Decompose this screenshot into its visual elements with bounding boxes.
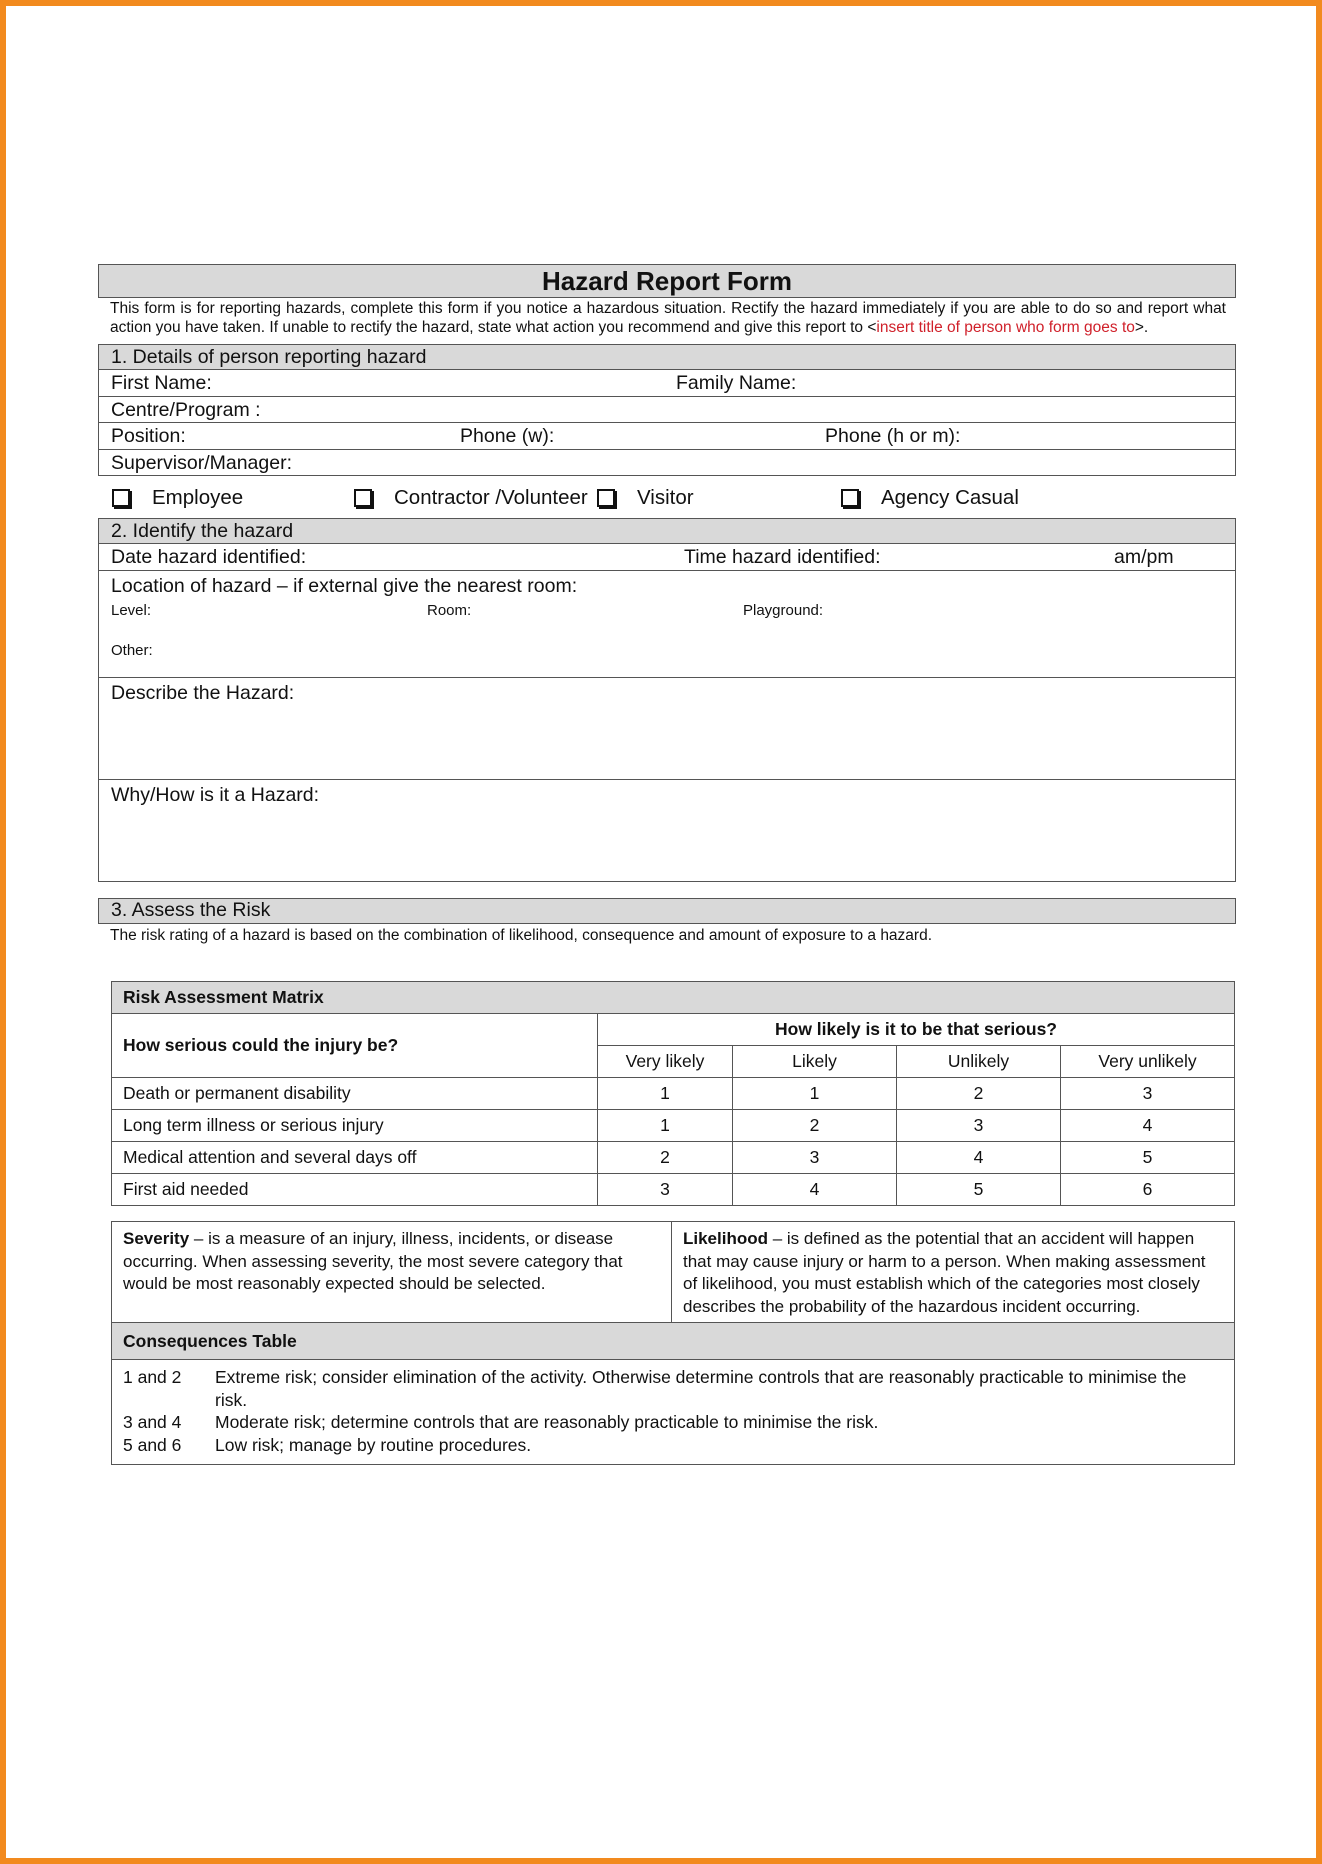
consequences-list xyxy=(112,1360,1234,1464)
section-1-heading: 1. Details of person reporting hazard xyxy=(98,344,1236,370)
matrix-cell: 1 xyxy=(598,1078,733,1110)
supervisor-row[interactable] xyxy=(98,450,1236,477)
section-2-heading: 2. Identify the hazard xyxy=(98,518,1236,544)
location-label: Location of hazard – if external give the nearest room: xyxy=(111,574,578,597)
matrix-cell: 2 xyxy=(733,1110,897,1142)
matrix-row-label: Death or permanent disability xyxy=(112,1078,598,1110)
table-row xyxy=(112,1078,1235,1110)
first-name-label: First Name: xyxy=(111,372,212,394)
option-employee[interactable]: Employee xyxy=(112,486,243,510)
section-3-heading: 3. Assess the Risk xyxy=(98,898,1236,924)
position-label: Position: xyxy=(111,425,186,447)
table-row xyxy=(112,1174,1235,1206)
matrix-cell: 3 xyxy=(897,1110,1061,1142)
matrix-row-label: Long term illness or serious injury xyxy=(112,1110,598,1142)
severity-definition: Severity – is a measure of an injury, illness, incidents, or disease occurring. When assessing severity, the most severe category that would be most reasonably expected should be selected. xyxy=(112,1222,672,1322)
phone-work-label: Phone (w): xyxy=(460,425,555,447)
matrix-cell: 4 xyxy=(1061,1110,1235,1142)
form-intro: This form is for reporting hazards, complete this form if you notice a hazardous situation. Rectify the hazard immediately if you are able to do so and report what action you have taken. If unable to rectify the hazard, state what action you recommend and give this report to <insert title of person who form goes to>. xyxy=(110,300,1226,336)
why-hazard-box[interactable] xyxy=(98,780,1236,882)
form-title: Hazard Report Form xyxy=(98,264,1236,298)
person-type-options xyxy=(98,476,1236,518)
matrix-col-very-likely: Very likely xyxy=(598,1046,733,1078)
matrix-cell: 5 xyxy=(1061,1142,1235,1174)
other-label: Other: xyxy=(111,641,153,659)
matrix-title: Risk Assessment Matrix xyxy=(112,982,1235,1014)
matrix-col-unlikely: Unlikely xyxy=(897,1046,1061,1078)
checkbox-icon[interactable] xyxy=(112,489,130,507)
time-label: Time hazard identified: xyxy=(684,546,881,568)
matrix-cell: 2 xyxy=(897,1078,1061,1110)
location-box[interactable] xyxy=(98,571,1236,678)
matrix-cell: 4 xyxy=(897,1142,1061,1174)
describe-hazard-label: Describe the Hazard: xyxy=(111,681,295,704)
risk-note: The risk rating of a hazard is based on the combination of likelihood, consequence and amount of exposure to a hazard. xyxy=(110,926,933,944)
table-row xyxy=(112,1110,1235,1142)
playground-label: Playground: xyxy=(743,601,824,619)
section-assess xyxy=(98,898,1236,945)
definitions-and-consequences xyxy=(111,1221,1235,1465)
why-hazard-label: Why/How is it a Hazard: xyxy=(111,783,320,806)
date-time-row[interactable] xyxy=(98,544,1236,571)
list-item: 5 and 6 Low risk; manage by routine procedures. xyxy=(123,1434,532,1455)
matrix-cell: 3 xyxy=(733,1142,897,1174)
list-item: 3 and 4 Moderate risk; determine controls that are reasonably practicable to minimise the risk. xyxy=(123,1412,879,1432)
position-row[interactable] xyxy=(98,423,1236,450)
matrix-row-header: How serious could the injury be? xyxy=(112,1014,598,1078)
matrix-cell: 3 xyxy=(1061,1078,1235,1110)
first-name-row[interactable] xyxy=(98,370,1236,397)
matrix-cell: 2 xyxy=(598,1142,733,1174)
section-identify xyxy=(98,518,1236,882)
table-row xyxy=(112,1142,1235,1174)
describe-hazard-box[interactable] xyxy=(98,678,1236,780)
matrix-cell: 1 xyxy=(733,1078,897,1110)
matrix-col-very-unlikely: Very unlikely xyxy=(1061,1046,1235,1078)
room-label: Room: xyxy=(427,601,472,619)
matrix-cell: 1 xyxy=(598,1110,733,1142)
supervisor-label: Supervisor/Manager: xyxy=(111,451,293,474)
matrix-cell: 3 xyxy=(598,1174,733,1206)
checkbox-icon[interactable] xyxy=(354,489,372,507)
checkbox-icon[interactable] xyxy=(597,489,615,507)
centre-program-row[interactable] xyxy=(98,397,1236,424)
ampm-label: am/pm xyxy=(1114,546,1174,568)
option-visitor[interactable]: Visitor xyxy=(597,486,694,510)
matrix-row-label: First aid needed xyxy=(112,1174,598,1206)
family-name-label: Family Name: xyxy=(676,372,797,394)
option-contractor[interactable]: Contractor /Volunteer xyxy=(354,486,588,510)
list-item: 1 and 2 Extreme risk; consider elimination of the activity. Otherwise determine controls that are reasonably practicable to minimise the risk. xyxy=(123,1367,1187,1410)
likelihood-definition: Likelihood – is defined as the potential that an accident will happen that may cause injury or harm to a person. When making assessment of likelihood, you must establish which of the categories most closely describes the probability of the hazardous incident occurring. xyxy=(683,1229,1206,1316)
option-agency-casual[interactable]: Agency Casual xyxy=(841,486,1019,510)
matrix-row-label: Medical attention and several days off xyxy=(112,1142,598,1174)
hazard-report-form xyxy=(98,264,1236,1455)
intro-placeholder: insert title of person who form goes to xyxy=(876,319,1135,336)
checkbox-icon[interactable] xyxy=(841,489,859,507)
date-label: Date hazard identified: xyxy=(111,546,307,568)
consequences-title: Consequences Table xyxy=(112,1323,1234,1360)
centre-program-label: Centre/Program : xyxy=(111,398,261,421)
matrix-cell: 4 xyxy=(733,1174,897,1206)
phone-home-label: Phone (h or m): xyxy=(825,425,961,447)
matrix-cell: 5 xyxy=(897,1174,1061,1206)
section-details xyxy=(98,344,1236,476)
matrix-cell: 6 xyxy=(1061,1174,1235,1206)
level-label: Level: xyxy=(111,601,152,619)
matrix-col-header: How likely is it to be that serious? xyxy=(598,1014,1235,1046)
matrix-col-likely: Likely xyxy=(733,1046,897,1078)
risk-assessment-matrix xyxy=(111,981,1235,1206)
